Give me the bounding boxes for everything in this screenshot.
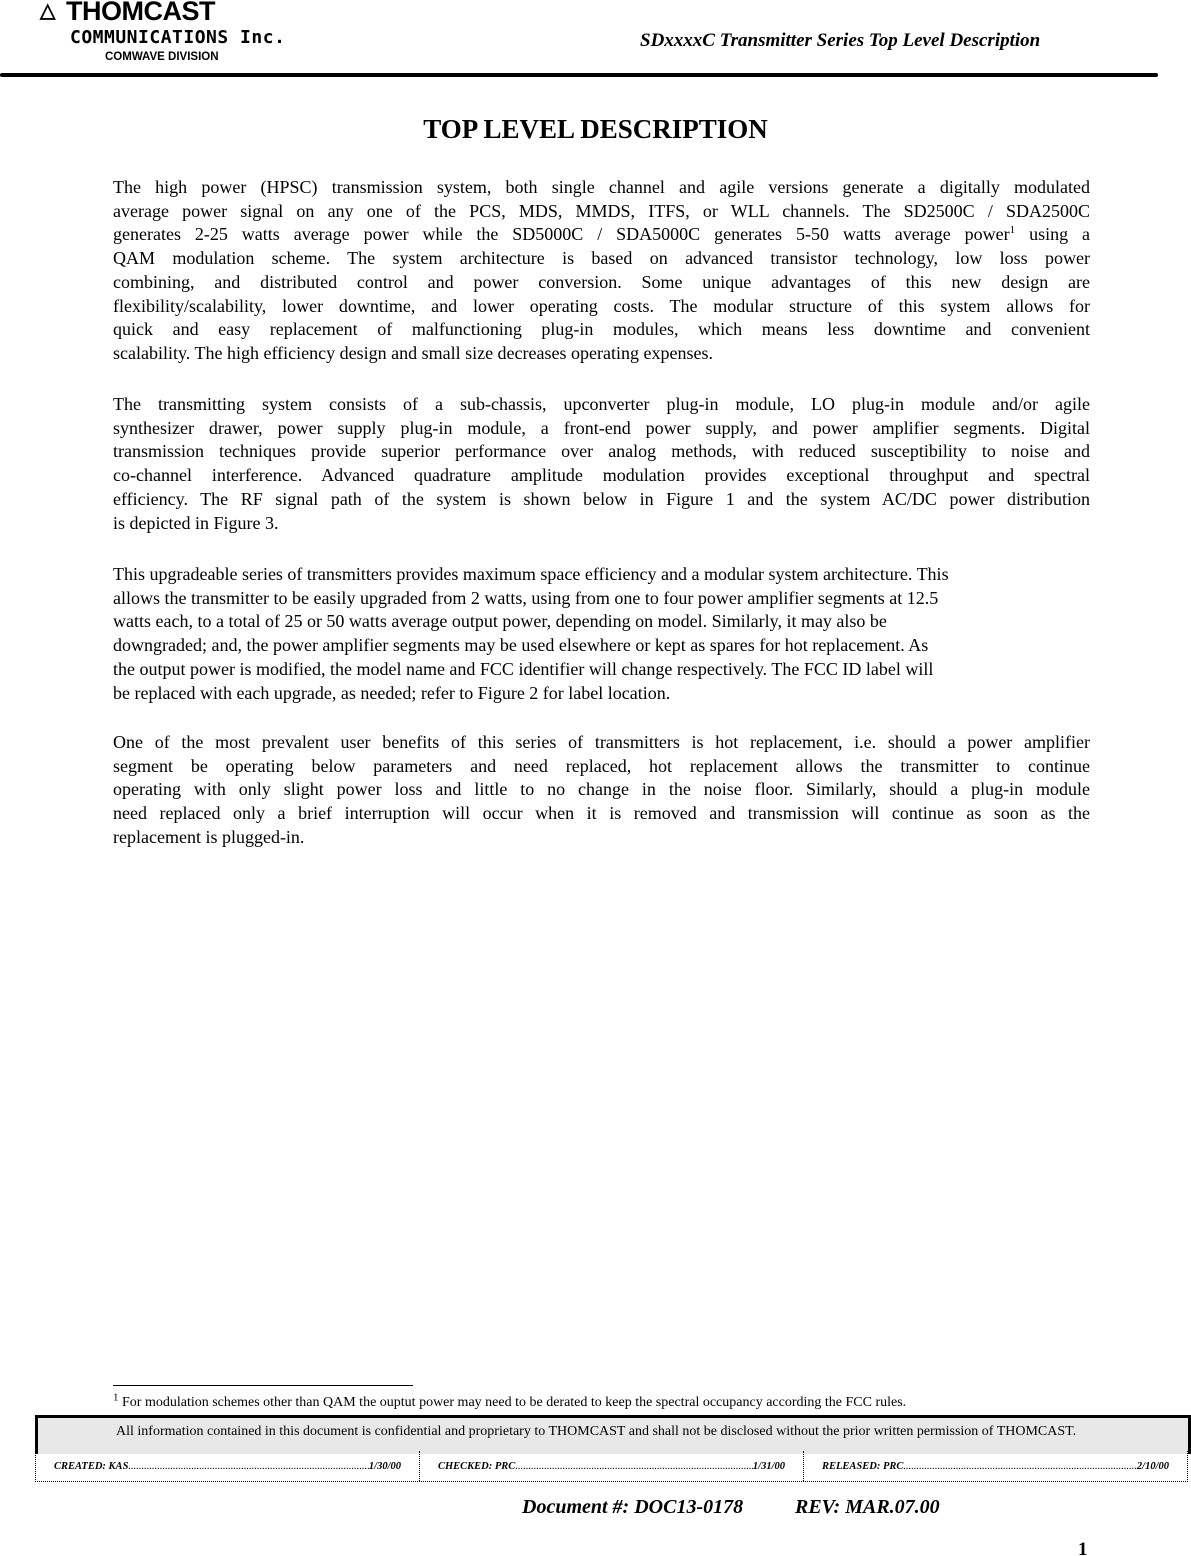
logo-subtitle: COMMUNICATIONS Inc. bbox=[70, 27, 286, 48]
released-cell bbox=[804, 1451, 1187, 1481]
thomcast-logo-icon: △ bbox=[40, 0, 55, 22]
page-number: 1 bbox=[1078, 1539, 1088, 1556]
text-line: the output power is modified, the model name and FCC identifier will change respectively. The FCC ID label will bbox=[113, 658, 934, 679]
text-line: allows the transmitter to be easily upgraded from 2 watts, using from one to four power amplifier segments at 12.5 bbox=[113, 587, 939, 608]
header-rule bbox=[0, 73, 1158, 77]
text-line: segment be operating below parameters and need replaced, hot replacement allows the transmitter to continue bbox=[113, 755, 1090, 776]
text-line: transmission techniques provide superior performance over analog methods, with reduced susceptibility to noise and bbox=[113, 441, 1090, 462]
text-line: co-channel interference. Advanced quadrature amplitude modulation provides exceptional throughput and spectral bbox=[113, 465, 1090, 486]
page-title: TOP LEVEL DESCRIPTION bbox=[423, 114, 768, 144]
text-line: combining, and distributed control and power conversion. Some unique advantages of this new design are bbox=[113, 271, 1090, 292]
confidentiality-notice: All information contained in this document is confidential and proprietary to THOMCAST and shall not be disclosed without the prior written permission of THOMCAST. bbox=[116, 1424, 1077, 1439]
dot-leader bbox=[903, 1461, 1137, 1472]
footnote-rule bbox=[113, 1385, 413, 1386]
text-line: This upgradeable series of transmitters provides maximum space efficiency and a modular system architecture. This bbox=[113, 564, 949, 584]
text-segment: using a bbox=[1015, 224, 1090, 245]
company-logo bbox=[40, 0, 215, 27]
paragraph-1 bbox=[113, 176, 1090, 366]
logo-division: COMWAVE DIVISION bbox=[105, 51, 219, 63]
released-date: 2/10/00 bbox=[1136, 1460, 1169, 1472]
text-line: The transmitting system consists of a sub-chassis, upconverter plug-in module, LO plug-in module and/or agile bbox=[113, 394, 1090, 414]
text-line: QAM modulation scheme. The system architecture is based on advanced transistor technology, low loss power bbox=[113, 248, 1090, 269]
text-line: quick and easy replacement of malfunctioning plug-in modules, which means less downtime and convenient bbox=[113, 319, 1090, 340]
document-number: Document #: DOC13-0178 bbox=[522, 1496, 744, 1518]
checked-cell bbox=[420, 1451, 804, 1481]
text-line: downgraded; and, the power amplifier segments may be used elsewhere or kept as spares for hot replacement. As bbox=[113, 635, 929, 656]
logo-name: THOMCAST bbox=[66, 0, 215, 26]
text-line: replacement is plugged-in. bbox=[113, 826, 305, 847]
dot-leader bbox=[515, 1461, 753, 1472]
created-date: 1/30/00 bbox=[368, 1460, 401, 1472]
footnote-text: For modulation schemes other than QAM the ouptut power may need to be derated to keep the spectral occupancy according the FCC rules. bbox=[118, 1395, 907, 1410]
text-line: need replaced only a brief interruption will occur when it is removed and transmission will continue as soon as the bbox=[113, 803, 1090, 824]
confidentiality-box bbox=[35, 1415, 1191, 1454]
text-line: is depicted in Figure 3. bbox=[113, 512, 279, 533]
text-line: scalability. The high efficiency design and small size decreases operating expenses. bbox=[113, 342, 713, 363]
text-line: average power signal on any one of the PCS, MDS, MMDS, ITFS, or WLL channels. The SD2500C / SDA2500C bbox=[113, 200, 1090, 221]
paragraph-3 bbox=[113, 563, 1090, 705]
created-label: CREATED: KAS bbox=[54, 1460, 129, 1472]
text-line: watts each, to a total of 25 or 50 watts average output power, depending on model. Similarly, it may also be bbox=[113, 611, 887, 632]
paragraph-4 bbox=[113, 731, 1090, 850]
paragraph-2 bbox=[113, 393, 1090, 535]
header-doc-title: SDxxxxC Transmitter Series Top Level Description bbox=[640, 30, 1041, 51]
text-line bbox=[113, 223, 1090, 247]
text-line: The high power (HPSC) transmission system, both single channel and agile versions generate a digitally modulated bbox=[113, 177, 1090, 197]
footnote-mark: 1 bbox=[113, 1391, 119, 1404]
signoff-row bbox=[35, 1451, 1188, 1482]
text-line: synthesizer drawer, power supply plug-in module, a front-end power supply, and power amplifier segments. Digital bbox=[113, 417, 1090, 438]
released-label: RELEASED: PRC bbox=[822, 1460, 904, 1472]
text-line: be replaced with each upgrade, as needed; refer to Figure 2 for label location. bbox=[113, 682, 671, 703]
checked-label: CHECKED: PRC bbox=[438, 1460, 516, 1472]
created-cell bbox=[36, 1451, 420, 1481]
footnote-ref: 1 bbox=[1009, 224, 1016, 237]
dot-leader bbox=[128, 1461, 369, 1472]
footnote bbox=[113, 1391, 907, 1411]
text-line: operating with only slight power loss and little to no change in the noise floor. Similarly, should a plug-in module bbox=[113, 779, 1090, 800]
revision: REV: MAR.07.00 bbox=[795, 1496, 940, 1518]
text-line: One of the most prevalent user benefits of this series of transmitters is hot replacement, i.e. should a power amplifier bbox=[113, 732, 1090, 752]
text-line: efficiency. The RF signal path of the system is shown below in Figure 1 and the system AC/DC power distribution bbox=[113, 488, 1090, 509]
text-segment: generates 2-25 watts average power while the SD5000C / SDA5000C generates 5-50 watts average power bbox=[113, 224, 1010, 245]
text-line: flexibility/scalability, lower downtime, and lower operating costs. The modular structure of this system allows for bbox=[113, 295, 1090, 316]
checked-date: 1/31/00 bbox=[752, 1460, 785, 1472]
